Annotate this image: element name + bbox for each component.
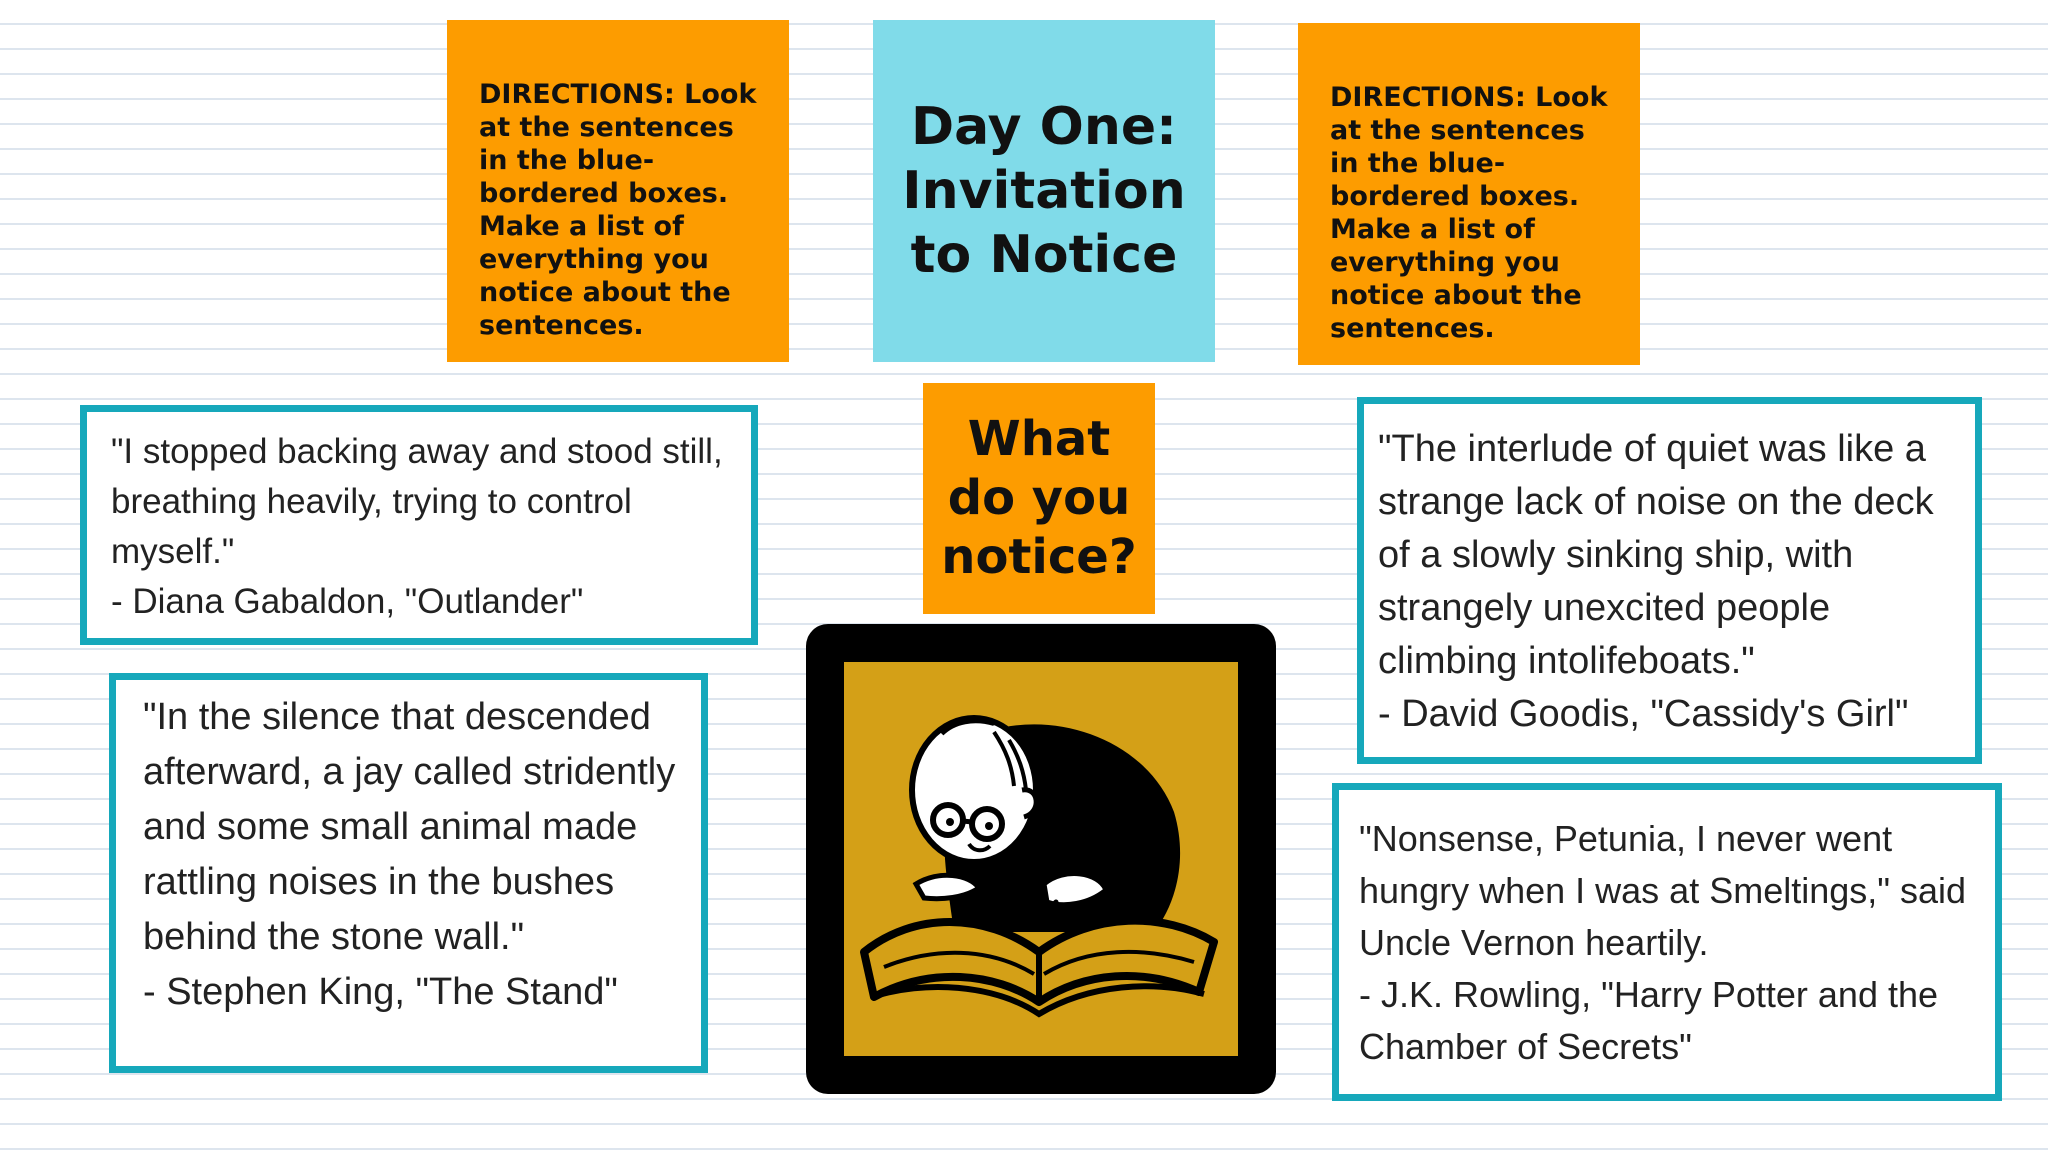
directions-note-left: DIRECTIONS: Look at the sentences in the blue-bordered boxes. Make a list of everything you notice about the sentences.	[447, 20, 789, 362]
illustration-frame	[806, 624, 1276, 1094]
page-title: Day One: Invitation to Notice	[902, 97, 1186, 285]
quote-box-outlander: "I stopped backing away and stood still, breathing heavily, trying to control myself." - Diana Gabaldon, "Outlander"	[80, 405, 758, 645]
directions-note-right: DIRECTIONS: Look at the sentences in the blue-bordered boxes. Make a list of everything you notice about the sentences.	[1298, 23, 1640, 365]
reader-with-book-icon	[844, 662, 1238, 1056]
question-heading: What do you notice?	[941, 411, 1137, 585]
question-note	[923, 383, 1155, 614]
quote-box-the-stand: "In the silence that descended afterward, a jay called stridently and some small animal made rattling noises in the bushes behind the stone wall." - Stephen King, "The Stand"	[109, 673, 708, 1073]
quote-box-cassidys-girl: "The interlude of quiet was like a strange lack of noise on the deck of a slowly sinking ship, with strangely unexcited people climbing intolifeboats." - David Goodis, "Cassidy's Girl"	[1357, 397, 1982, 764]
reader-head	[912, 718, 1036, 862]
quote-box-harry-potter: "Nonsense, Petunia, I never went hungry when I was at Smeltings," said Uncle Vernon heartily. - J.K. Rowling, "Harry Potter and the Chamber of Secrets"	[1332, 783, 2002, 1101]
title-note	[873, 20, 1215, 362]
left-hand	[916, 875, 979, 898]
